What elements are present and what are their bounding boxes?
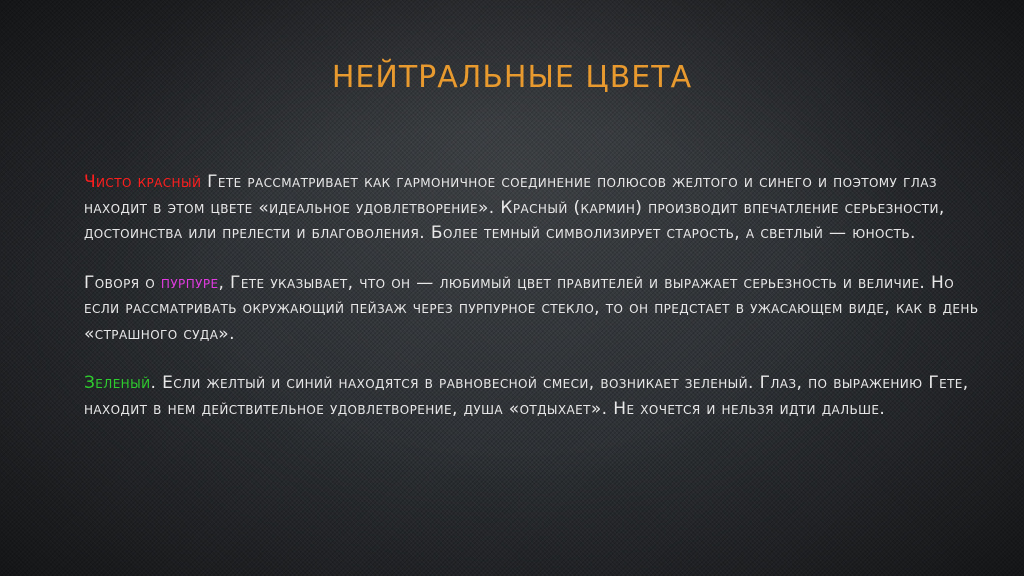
highlight-red: Чисто красный (84, 172, 202, 192)
paragraph-red-text: Гете рассматривает как гармоничное соединение полюсов желтого и синего и поэтому глаз находит в этом цвете «идеальное удовлетворение». Красный (кармин) производит впечатление серьезности, достоинства или прелести и благоволения. Более темный символизирует старость, а светлый — юность. (84, 172, 945, 243)
paragraph-red (84, 170, 984, 247)
paragraph-purple-text: , Гете указывает, что он — любимый цвет правителей и выражает серьезность и величие. Но если рассматривать окружающий пейзаж через пурпурное стекло, то он предстает в ужасающем виде, как в день «страшного суда». (84, 272, 979, 344)
slide-title: НЕЙТРАЛЬНЫЕ ЦВЕТА (331, 60, 693, 95)
paragraph-green-text: . Если желтый и синий находятся в равновесной смеси, возникает зеленый. Глаз, по выражению Гете, находит в нем действительное удовлетворение, душа «отдыхает». Не хочется и нельзя идти дальше. (84, 373, 969, 419)
highlight-green: Зеленый (84, 373, 151, 393)
highlight-purple: пурпуре (160, 272, 219, 293)
paragraph-green (84, 371, 984, 422)
paragraph-purple (84, 271, 984, 348)
slide-body (84, 170, 984, 446)
paragraph-purple-lead: Говоря о (84, 272, 161, 293)
